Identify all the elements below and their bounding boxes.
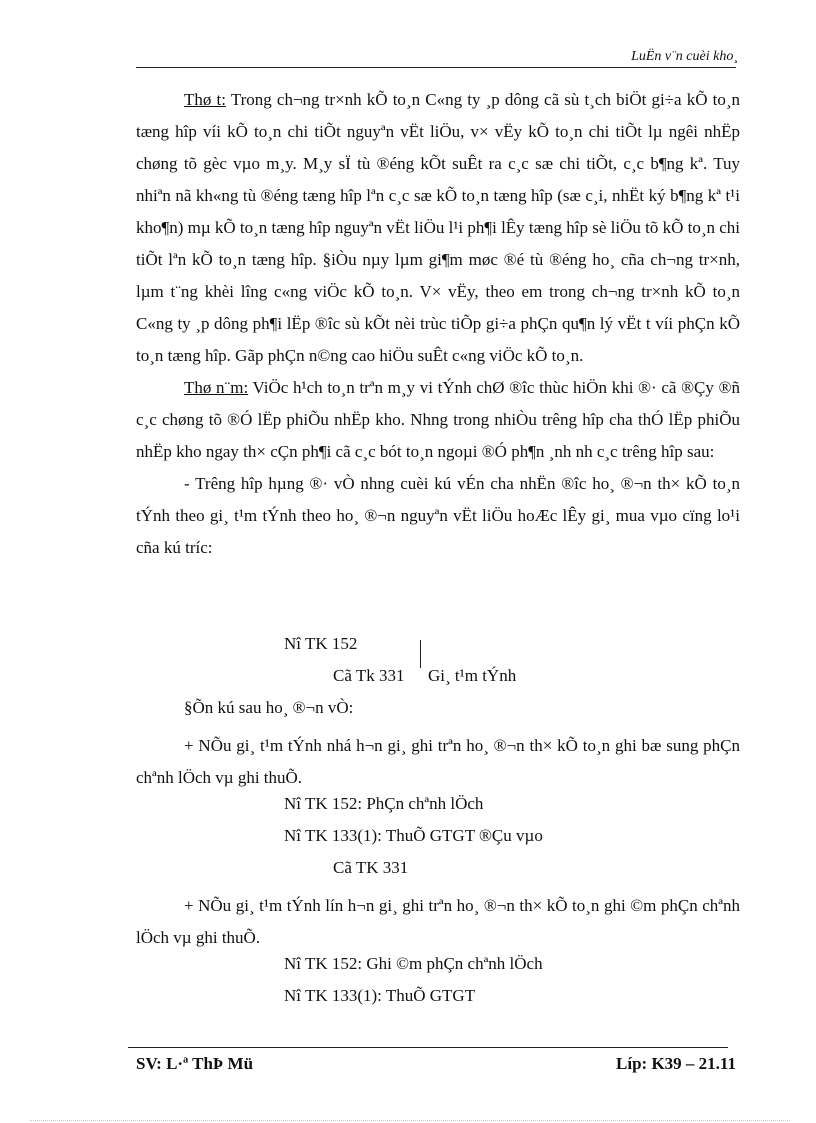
page-bottom-border	[30, 1120, 790, 1121]
entry-debit-133-vat: Nî TK 133(1): ThuÕ GTGT	[284, 986, 476, 1005]
entry-credit-331: Cã Tk 331	[333, 666, 405, 685]
paragraph-fifth-text: ViÖc h¹ch to¸n trªn m¸y vi tÝnh chØ ®îc thùc hiÖn khi ®· cã ®Çy ®ñ c¸c chøng tõ ®Ó lËp phiÕu nhËp kho. Nhng trong nhiÒu trêng hîp cha thÓ lËp phiÕu nhËp kho ngay th× cÇn ph¶i cã c¸c bót to¸n ngoµi ®Ó ph¶n ¸nh nh c¸c trêng hîp sau:	[136, 378, 740, 461]
paragraph-fifth	[136, 372, 740, 468]
paragraph-case-goods-arrived: - Trêng hîp hµng ®· vÒ nhng cuèi kú vÉn cha nhËn ®îc ho¸ ®¬n th× kÕ to¸n tÝnh theo gi¸ t¹m tÝnh theo ho¸ ®¬n nguyªn vËt liÖu hoÆc lÊy gi¸ mua vµo cïng lo¹i cña kú tríc:	[136, 474, 740, 557]
entry-credit-331-b: Cã TK 331	[333, 858, 409, 877]
body-text-3	[136, 890, 740, 954]
entry-debit-152: Nî TK 152	[284, 634, 358, 653]
entry-note-provisional: Gi¸ t¹m tÝnh	[428, 666, 517, 685]
footer-rule	[128, 1047, 728, 1048]
running-header: LuËn v¨n cuèi kho¸	[631, 49, 738, 64]
body-text	[136, 84, 740, 564]
paragraph-case-lower: + NÕu gi¸ t¹m tÝnh nhá h¬n gi¸ ghi trªn ho¸ ®¬n th× kÕ to¸n ghi bæ sung phÇn chªnh lÖch vµ ghi thuÕ.	[136, 736, 740, 787]
entry-separator	[420, 640, 421, 668]
paragraph-fourth-text: Trong ch¬ng tr×nh kÕ to¸n C«ng ty ¸p dông cã sù t¸ch biÖt gi÷a kÕ to¸n tæng hîp víi kÕ to¸n chi tiÕt nguyªn vËt liÖu, v× vËy kÕ to¸n chi tiÕt lµ ngêi nhËp chøng tõ gèc vµo m¸y. M¸y sÏ tù ®éng kÕt suÊt ra c¸c sæ chi tiÕt, c¸c b¶ng kª. Tuy nhiªn nã kh«ng tù ®éng tæng hîp lªn c¸c sæ kÕ to¸n tæng hîp (sæ c¸i, nhËt ký b¶ng kª t¹i kho¶n) mµ kÕ to¸n tæng hîp nguyªn vËt liÖu l¹i ph¶i lÊy tæng hîp sè liÖu tõ kÕ to¸n chi tiÕt lªn kÕ to¸n tæng hîp. §iÒu nµy lµm gi¶m møc ®é tù ®éng ho¸ cña ch¬ng tr×nh, lµm t¨ng khèi lîng c«ng viÖc kÕ to¸n. V× vËy, theo em trong ch¬ng tr×nh kÕ to¸n C«ng ty ¸p dông ph¶i lËp ®îc sù kÕt nèi trùc tiÕp gi÷a phÇn qu¶n lý vËt t víi phÇn kÕ to¸n tæng hîp. Gãp phÇn n©ng cao hiÖu suÊt c«ng viÖc kÕ to¸n.	[136, 90, 740, 365]
body-text-2	[136, 730, 740, 794]
paragraph-next-period: §Õn kú sau ho¸ ®¬n vÒ:	[184, 698, 354, 717]
paragraph-label-fourth: Thø t:	[184, 90, 226, 109]
paragraph-fourth	[136, 84, 740, 372]
paragraph-case-higher: + NÕu gi¸ t¹m tÝnh lín h¬n gi¸ ghi trªn ho¸ ®¬n th× kÕ to¸n ghi ©m phÇn chªnh lÖch vµ ghi thuÕ.	[136, 896, 740, 947]
paragraph-label-fifth: Thø n¨m:	[184, 378, 249, 397]
entry-debit-152-diff: Nî TK 152: PhÇn chªnh lÖch	[284, 794, 484, 813]
header-rule	[136, 67, 736, 68]
footer-student: SV: L·ª ThÞ Mü	[136, 1054, 254, 1073]
entry-debit-133: Nî TK 133(1): ThuÕ GTGT ®Çu vµo	[284, 826, 543, 845]
footer-class: Líp: K39 – 21.11	[616, 1054, 736, 1073]
entry-debit-152-negative: Nî TK 152: Ghi ©m phÇn chªnh lÖch	[284, 954, 543, 973]
